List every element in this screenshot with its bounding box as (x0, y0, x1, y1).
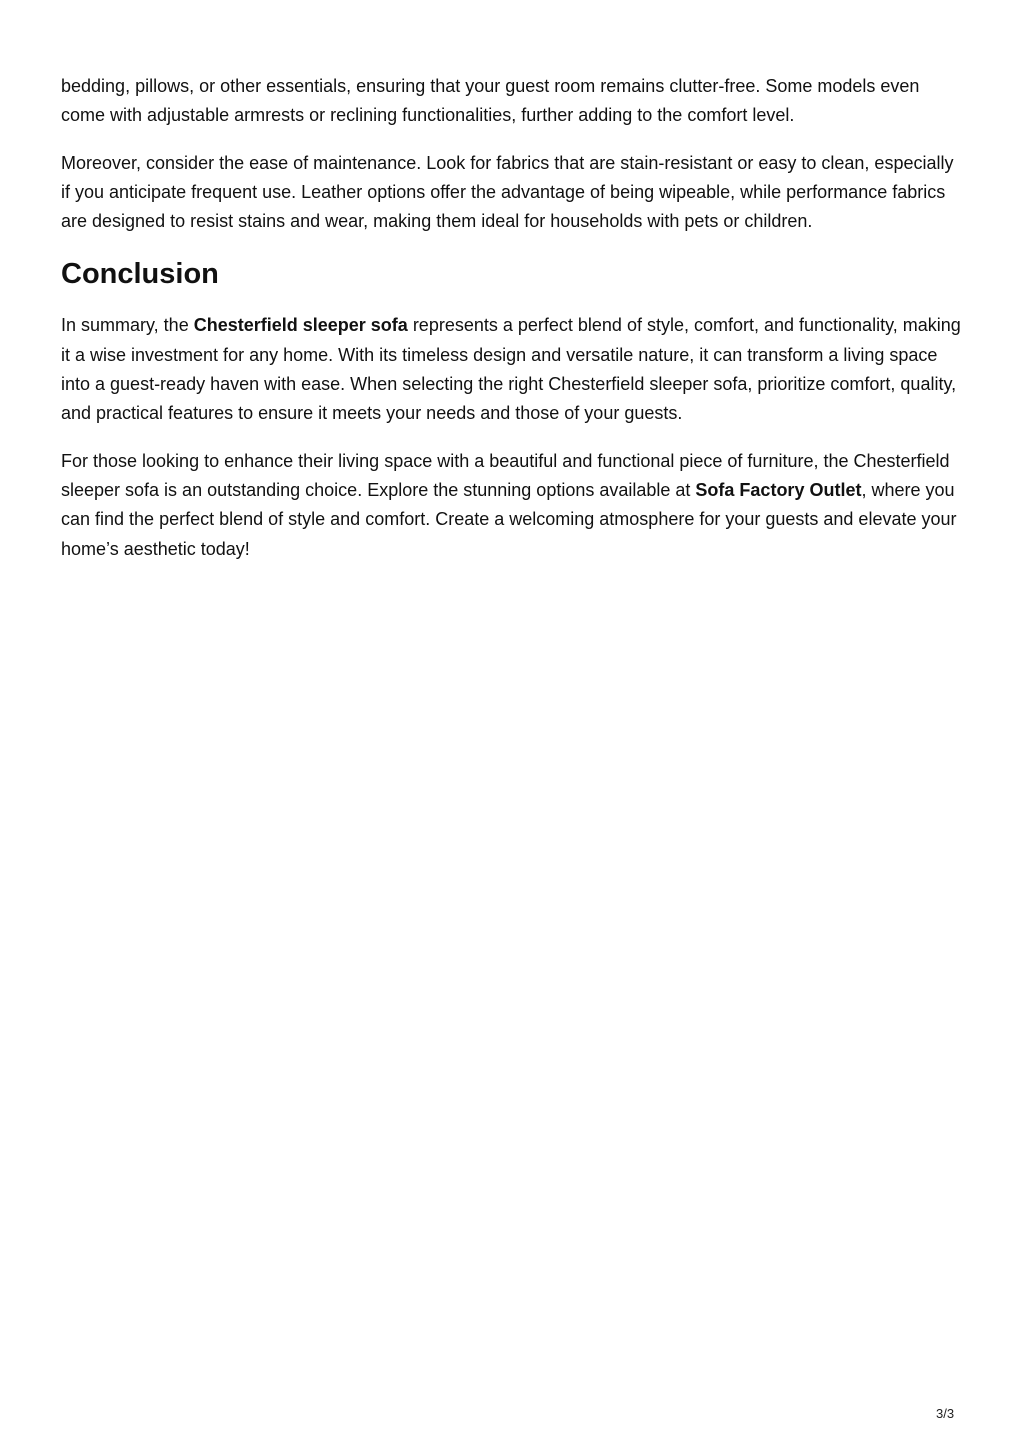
cta-text-start: For those looking to enhance their living space with a beautiful and functional piece of furniture, the Chesterfield sleeper sofa is an outstanding choice. Explore the stunning options available at (61, 450, 950, 500)
document-page (61, 72, 966, 582)
paragraph-maintenance: Moreover, consider the ease of maintenance. Look for fabrics that are stain-resistant or easy to clean, especially if you anticipate frequent use. Leather options offer the advantage of being wipeable, while performance fabrics are designed to resist stains and wear, making them ideal for households with pets or children. (61, 152, 954, 232)
summary-text-start: In summary, the (61, 315, 194, 336)
summary-text-end: represents a perfect blend of style, comfort, and functionality, making it a wise investment for any home. With its timeless design and versatile nature, it can transform a living space into a guest-ready haven with ease. When selecting the right Chesterfield sleeper sofa, prioritize comfort, quality, and practical features to ensure it meets your needs and those of your guests. (61, 315, 961, 424)
paragraph-call-to-action (61, 447, 966, 564)
cta-bold-store: Sofa Factory Outlet (695, 479, 862, 500)
cta-text-end: , where you can find the perfect blend of style and comfort. Create a welcoming atmosphere for your guests and elevate your home’s aesthetic today! (61, 479, 957, 559)
conclusion-heading: Conclusion (61, 258, 219, 291)
paragraph-summary (61, 311, 966, 428)
summary-bold-product: Chesterfield sleeper sofa (193, 315, 408, 336)
paragraph-bedding: bedding, pillows, or other essentials, ensuring that your guest room remains clutter-free. Some models even come with adjustable armrests or reclining functionalities, further adding to the comfort level. (61, 76, 920, 126)
page-number: 3/3 (936, 1406, 955, 1421)
